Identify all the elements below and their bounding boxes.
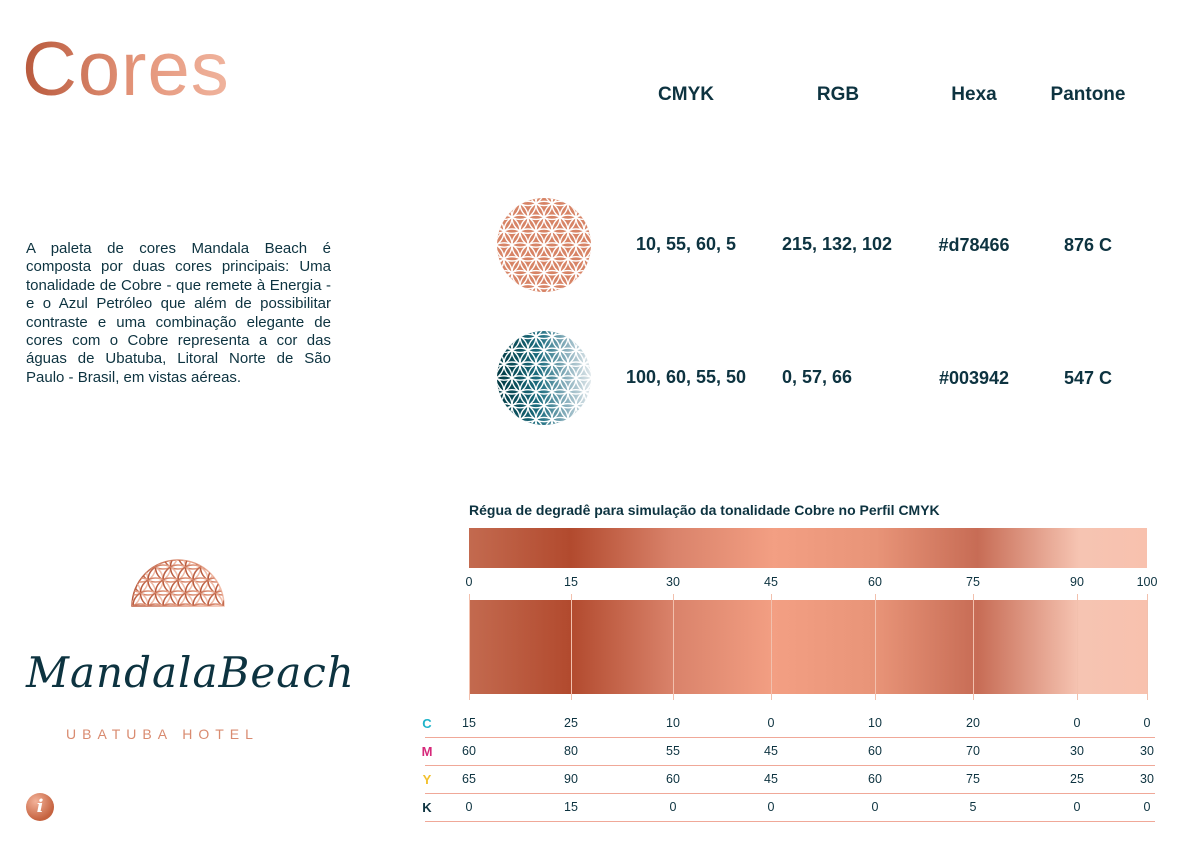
flower-petal-circle [96, 565, 118, 595]
info-icon[interactable]: i [26, 793, 54, 821]
cmyk-value-cell: 70 [966, 744, 980, 758]
flower-petal-circle [584, 271, 592, 293]
ruler-tick-label: 15 [564, 575, 578, 589]
cmyk-value-cell: 60 [868, 744, 882, 758]
cmyk-value-cell: 30 [1070, 744, 1084, 758]
flower-petal-circle [496, 330, 504, 352]
flower-petal-circle [231, 552, 261, 582]
cmyk-row-label: K [422, 800, 432, 815]
flower-petal-circle [231, 578, 261, 608]
flower-petal-circle [238, 591, 260, 621]
gradient-ruler-strip [469, 528, 1147, 568]
flower-petal-circle [238, 552, 260, 569]
flower-petal-circle [208, 617, 238, 647]
cmyk-value-cell: 0 [1143, 716, 1151, 730]
flower-petal-circle [496, 197, 512, 206]
ruler-gridline [1077, 594, 1078, 700]
copper-rgb-value: 215, 132, 102 [781, 234, 893, 254]
flower-petal-circle [103, 617, 133, 647]
ruler-tick-label: 90 [1070, 575, 1084, 589]
cmyk-value-cell: 0 [465, 800, 473, 814]
flower-petal-circle [133, 617, 163, 647]
flower-petal-circle [496, 271, 504, 293]
cmyk-value-cell: 0 [871, 800, 879, 814]
cmyk-row-divider [425, 737, 1155, 738]
cmyk-value-cell: 65 [462, 772, 476, 786]
column-header-rgb: RGB [816, 84, 860, 105]
flower-petal-circle [118, 565, 148, 595]
flower-petal-circle [496, 330, 512, 339]
brand-name: MandalaBeach [26, 648, 355, 697]
flower-petal-circle [216, 552, 246, 582]
ruler-tick-label: 0 [465, 575, 473, 589]
petrol-rgb-value: 0, 57, 66 [781, 367, 853, 387]
cmyk-value-cell: 90 [564, 772, 578, 786]
flower-petal-circle [576, 417, 592, 426]
cmyk-value-cell: 0 [1073, 800, 1081, 814]
cmyk-value-cell: 15 [564, 800, 578, 814]
flower-petal-circle [496, 417, 512, 426]
ruler-gridline [1147, 594, 1148, 700]
cmyk-value-cell: 25 [1070, 772, 1084, 786]
cmyk-value-cell: 80 [564, 744, 578, 758]
flower-petal-circle [246, 578, 261, 608]
flower-petal-circle [238, 617, 260, 647]
cmyk-value-cell: 60 [868, 772, 882, 786]
flower-petal-circle [96, 591, 118, 621]
cmyk-value-cell: 30 [1140, 744, 1154, 758]
cmyk-value-cell: 60 [462, 744, 476, 758]
cmyk-value-cell: 45 [764, 772, 778, 786]
cmyk-value-cell: 55 [666, 744, 680, 758]
page-title: Cores [22, 27, 230, 112]
copper-hexa-value: #d78466 [938, 235, 1010, 255]
petrol-hexa-value: #003942 [938, 368, 1010, 388]
flower-petal-circle [223, 591, 253, 621]
cmyk-value-cell: 5 [969, 800, 977, 814]
ruler-gridline [973, 594, 974, 700]
flower-petal-circle [103, 552, 133, 569]
cmyk-row-divider [425, 793, 1155, 794]
flower-petal-circle [496, 197, 504, 219]
cmyk-row-divider [425, 765, 1155, 766]
cmyk-value-cell: 45 [764, 744, 778, 758]
ruler-gridline [875, 594, 876, 700]
flower-petal-circle [216, 578, 246, 608]
ruler-gridline [673, 594, 674, 700]
flower-petal-circle [118, 617, 148, 647]
cmyk-value-cell: 60 [666, 772, 680, 786]
ruler-tick-label: 60 [868, 575, 882, 589]
flower-petal-circle [103, 565, 133, 595]
ruler-tick-label: 75 [966, 575, 980, 589]
flower-petal-circle [208, 565, 238, 595]
flower-petal-circle [103, 591, 133, 621]
cmyk-value-cell: 25 [564, 716, 578, 730]
palette-description: A paleta de cores Mandala Beach é composta por duas cores principais: Uma tonalidade de Cobre - que remete à Energia - e o Azul Petróleo que além de possibilitar contraste e uma combinação elegante de cores com o Cobre representa a cor das águas de Ubatuba, Litoral Norte de São Paulo - Brasil, em vistas aéreas. [26, 240, 331, 386]
cmyk-value-cell: 10 [666, 716, 680, 730]
cmyk-value-cell: 0 [1073, 716, 1081, 730]
petrol-blue-flower-of-life-icon [496, 330, 592, 426]
cmyk-value-cell: 75 [966, 772, 980, 786]
ruler-tick-label: 45 [764, 575, 778, 589]
flower-petal-circle [576, 197, 592, 206]
flower-petal-circle [496, 284, 512, 293]
cmyk-value-cell: 0 [767, 716, 775, 730]
petrol-pantone-value: 547 C [1063, 368, 1113, 388]
flower-petal-circle [223, 565, 253, 595]
cmyk-row-label: Y [422, 772, 432, 787]
ruler-gridline [771, 594, 772, 700]
flower-petal-circle [201, 552, 231, 582]
cmyk-row-divider [425, 821, 1155, 822]
flower-petal-circle [584, 197, 592, 219]
ruler-gridline [469, 594, 470, 700]
ruler-gridline [571, 594, 572, 700]
cmyk-value-cell: 15 [462, 716, 476, 730]
mandala-sunset-logo-icon [96, 552, 260, 652]
brand-subtitle: UBATUBA HOTEL [66, 726, 259, 742]
column-header-hexa: Hexa [951, 84, 997, 105]
flower-petal-circle [246, 552, 261, 582]
flower-petal-circle [223, 617, 253, 647]
flower-petal-circle [96, 578, 126, 608]
copper-cmyk-value: 10, 55, 60, 5 [635, 234, 737, 254]
flower-petal-circle [96, 552, 126, 582]
ruler-tick-label: 100 [1136, 575, 1158, 589]
petrol-cmyk-value: 100, 60, 55, 50 [625, 367, 747, 387]
flower-petal-circle [208, 552, 238, 569]
flower-petal-circle [118, 552, 148, 569]
cmyk-row-label: M [421, 744, 433, 759]
cmyk-value-cell: 0 [767, 800, 775, 814]
ruler-tick-label: 30 [666, 575, 680, 589]
cmyk-row-label: C [422, 716, 432, 731]
flower-petal-circle [246, 604, 261, 634]
column-header-cmyk: CMYK [658, 84, 714, 105]
flower-petal-circle [96, 552, 118, 569]
copper-pantone-value: 876 C [1063, 235, 1113, 255]
cmyk-value-cell: 10 [868, 716, 882, 730]
flower-petal-circle [584, 404, 592, 426]
flower-petal-circle [576, 330, 592, 339]
flower-petal-circle [111, 552, 141, 582]
column-header-pantone: Pantone [1050, 84, 1126, 105]
flower-petal-circle [496, 404, 504, 426]
flower-petal-circle [126, 552, 156, 582]
flower-petal-circle [96, 617, 118, 647]
copper-flower-of-life-icon [496, 197, 592, 293]
flower-petal-circle [238, 565, 260, 595]
flower-petal-circle [223, 552, 253, 569]
flower-petal-circle [584, 330, 592, 352]
cmyk-value-cell: 0 [669, 800, 677, 814]
cmyk-value-cell: 0 [1143, 800, 1151, 814]
flower-petal-circle [111, 578, 141, 608]
cmyk-value-cell: 20 [966, 716, 980, 730]
gradient-ruler-title: Régua de degradê para simulação da tonalidade Cobre no Perfil CMYK [469, 502, 940, 518]
flower-petal-circle [576, 284, 592, 293]
cmyk-value-cell: 30 [1140, 772, 1154, 786]
